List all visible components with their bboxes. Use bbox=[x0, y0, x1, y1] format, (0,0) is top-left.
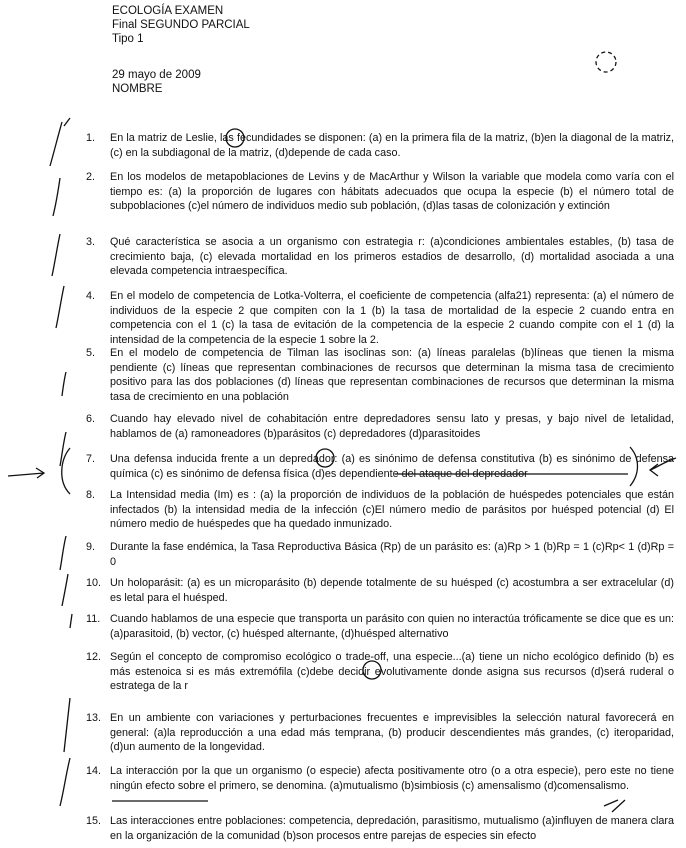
question-number: 3. bbox=[86, 236, 96, 248]
question-text: Cuando hay elevado nivel de cohabitación entre depredadores sensu lato y presas, y bajo nivel de letalidad, hablamos de (a) ramoneadores (b)parásitos (c) depredadores (d)parasitoides bbox=[110, 413, 674, 440]
margin-tick-mark bbox=[64, 698, 70, 752]
margin-tick-mark bbox=[53, 178, 60, 216]
margin-tick-mark bbox=[60, 432, 66, 466]
question-text: Una defensa inducida frente a un depredador: (a) es sinónimo de defensa constitutiva (b) es sinónimo de defensa química (c) es sinónimo de defensa física (d)es dependiente del ataque del depredador bbox=[110, 453, 674, 480]
margin-tick-mark bbox=[60, 536, 66, 570]
margin-tick-mark bbox=[70, 614, 72, 628]
margin-tick-mark bbox=[52, 234, 60, 276]
question-text: En un ambiente con variaciones y perturbaciones frecuentes e imprevisibles la selección natural favorecerá en general: (a)la reproducción a una edad más temprana, (b) producir descendientes más grandes, (c) iteroparidad, (d)un aumento de la longevidad. bbox=[110, 712, 674, 754]
question-number: 9. bbox=[86, 541, 96, 553]
corner-stamp-icon bbox=[596, 52, 616, 72]
exam-type: Tipo 1 bbox=[112, 33, 144, 45]
question-text: Un holoparásit: (a) es un microparásito (b) depende totalmente de su huésped (c) acostumbra a ser extracelular (d) es letal para el huésped. bbox=[110, 577, 674, 604]
margin-tick-mark bbox=[62, 372, 66, 396]
margin-tick-mark bbox=[56, 286, 64, 328]
question-number: 8. bbox=[86, 489, 96, 501]
question-text: En los modelos de metapoblaciones de Levins y de MacArthur y Wilson la variable que modela como varía con el tiempo es: (a) la proporción de lugares con hábitats adecuados que ocupa la especie (b) el número total de subpoblaciones (c)el número de individuos medio sub población, (d)las tasas de colonización y extinción bbox=[110, 171, 674, 213]
question-text: La Intensidad media (Im) es : (a) la proporción de individuos de la población de huéspedes potenciales que están infectados (b) la intensidad media de la infección (c)El número medio de parásitos por huésped potencial (d) El número medio de huéspedes que ha quedado inmunizado. bbox=[110, 489, 674, 531]
margin-tick-mark bbox=[60, 758, 70, 806]
question-number: 13. bbox=[86, 712, 102, 724]
question-text: La interacción por la que un organismo (o especie) afecta positivamente otro (o a otra especie), pero este no tiene ningún efecto sobre el primero, se denomina. (a)mutualismo (b)simbiosis (c) amensalismo (d)comensalismo. bbox=[110, 765, 674, 792]
answer-check-mark bbox=[604, 800, 625, 812]
question-text: En la matriz de Leslie, las fecundidades se disponen: (a) en la primera fila de la matriz, (b)en la diagonal de la matriz, (c) en la subdiagonal de la matriz, (d)depende de cada caso. bbox=[110, 132, 674, 159]
margin-tick-mark bbox=[50, 118, 70, 166]
exam-date-block bbox=[112, 68, 201, 96]
question-number: 5. bbox=[86, 347, 96, 359]
question-text: Durante la fase endémica, la Tasa Reproductiva Básica (Rp) de un parásito es: (a)Rp > 1 (b)Rp = 1 (c)Rp< 1 (d)Rp = 0 bbox=[110, 541, 674, 568]
question-number: 7. bbox=[86, 453, 96, 465]
question-number: 10. bbox=[86, 577, 102, 589]
name-label: NOMBRE bbox=[112, 83, 163, 95]
question-text: Qué característica se asocia a un organismo con estrategia r: (a)condiciones ambientales estables, (b) tasa de crecimiento baja, (c) elevada mortalidad en los primeros estadios de desarrollo, (d) mortalidad asociada a una elevada competencia intraespecífica. bbox=[110, 236, 674, 278]
question-text: En el modelo de competencia de Lotka-Volterra, el coeficiente de competencia (alfa21) representa: (a) el número de individuos de la especie 2 que compiten con la 1 (b) la tasa de mortalidad de la especie 2 cuando entra en competencia con el 1 (c) la tasa de evitación de la competencia de la especie 2 cuando compite con el 1 (d) la intensidad de la competencia de la especie 1 sobre la 2. bbox=[110, 290, 674, 346]
question-number: 12. bbox=[86, 651, 102, 663]
question-text: Las interacciones entre poblaciones: competencia, depredación, parasitismo, mutualismo (a)influyen de manera clara en la organización de la comunidad (b)son procesos entre parejas de especies sin efecto bbox=[110, 815, 674, 842]
exam-date: 29 mayo de 2009 bbox=[112, 69, 201, 81]
question-text: En el modelo de competencia de Tilman las isoclinas son: (a) líneas paralelas (b)líneas que tienen la misma pendiente (c) líneas que representan combinaciones de recursos que determinan la misma tasa de crecimiento positivo para las dos poblaciones (d) líneas que representan combinaciones de recursos que determinan la misma tasa de crecimiento en una población bbox=[110, 347, 674, 403]
question-number: 11. bbox=[86, 613, 101, 625]
question-text: Cuando hablamos de una especie que transporta un parásito con quien no interactúa tróficamente se dice que es un: (a)parasitoid, (b) vector, (c) huésped alternante, (d)huésped alternativo bbox=[110, 613, 674, 640]
question-number: 6. bbox=[86, 413, 96, 425]
margin-tick-mark bbox=[62, 574, 68, 606]
exam-title: ECOLOGÍA EXAMEN bbox=[112, 5, 224, 17]
question-number: 15. bbox=[86, 815, 102, 827]
exam-header bbox=[112, 4, 250, 46]
question-number: 2. bbox=[86, 171, 96, 183]
margin-paren-mark bbox=[62, 448, 70, 494]
question-number: 4. bbox=[86, 290, 96, 302]
question-number: 14. bbox=[86, 765, 102, 777]
question-number: 1. bbox=[86, 132, 96, 144]
question-text: Según el concepto de compromiso ecológico o trade-off, una especie...(a) tiene un nicho ecológico definido (b) es más estenoica si es más extremófila (c)debe decidir evolutivamente donde asigna sus recursos (d)será ruderal o estratega de la r bbox=[110, 651, 674, 693]
margin-arrow-left bbox=[8, 468, 44, 478]
exam-subtitle: Final SEGUNDO PARCIAL bbox=[112, 19, 250, 31]
